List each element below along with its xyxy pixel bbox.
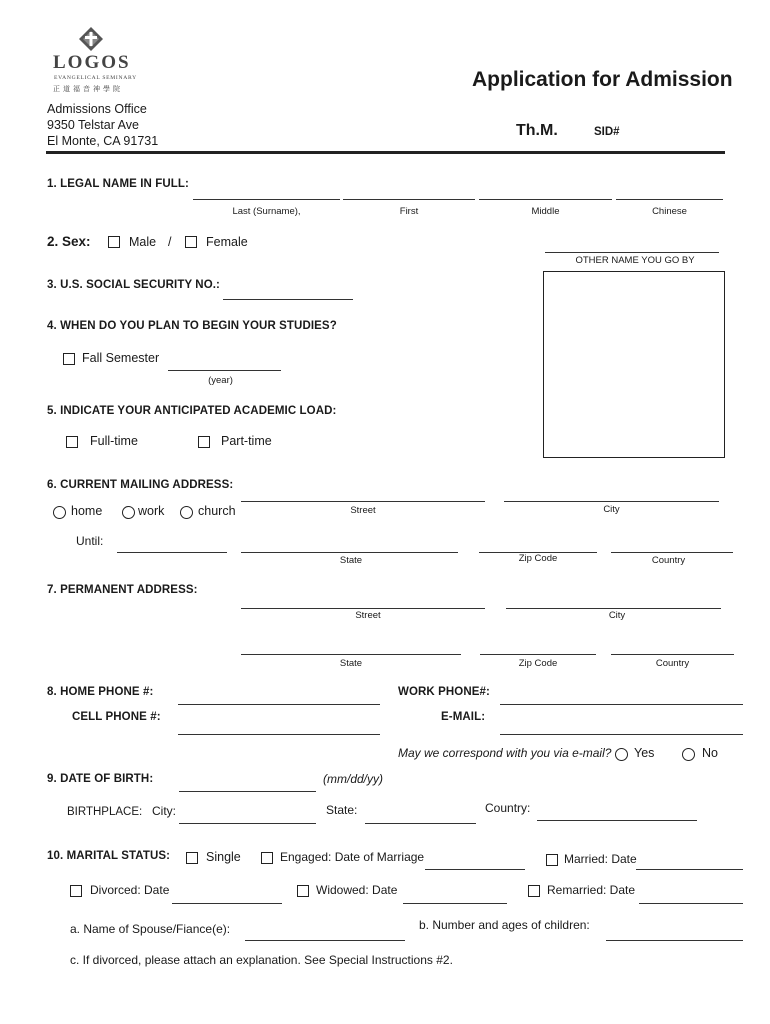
middle-name-field[interactable] bbox=[479, 199, 612, 200]
other-name-caption: OTHER NAME YOU GO BY bbox=[575, 255, 695, 266]
current-street-caption: Street bbox=[350, 505, 376, 516]
work-radio[interactable] bbox=[122, 506, 135, 519]
section-1-label: 1. LEGAL NAME IN FULL: bbox=[47, 178, 189, 190]
email-correspond-question: May we correspond with you via e-mail? bbox=[398, 746, 612, 760]
section-9-label: 9. DATE OF BIRTH: bbox=[47, 773, 154, 785]
permanent-country-caption: Country bbox=[655, 658, 690, 669]
church-label: church bbox=[198, 504, 236, 518]
permanent-zip-field[interactable] bbox=[480, 654, 596, 655]
address-line-3: El Monte, CA 91731 bbox=[47, 134, 159, 148]
current-city-caption: City bbox=[603, 504, 620, 515]
engaged-label: Engaged: Date of Marriage bbox=[280, 850, 425, 864]
address-line-1: Admissions Office bbox=[47, 102, 147, 116]
logo-chinese: 正道福音神學院 bbox=[53, 85, 123, 93]
permanent-zip-caption: Zip Code bbox=[518, 658, 558, 669]
cell-phone-field[interactable] bbox=[178, 734, 380, 735]
year-caption: (year) bbox=[208, 375, 233, 386]
current-state-field[interactable] bbox=[241, 552, 458, 553]
header-rule bbox=[46, 151, 725, 154]
engaged-checkbox[interactable] bbox=[261, 852, 273, 864]
current-zip-caption: Zip Code bbox=[518, 553, 558, 564]
church-radio[interactable] bbox=[180, 506, 193, 519]
marriage-date-field[interactable] bbox=[425, 869, 525, 870]
married-date-field[interactable] bbox=[636, 869, 743, 870]
permanent-country-field[interactable] bbox=[611, 654, 734, 655]
widowed-date-field[interactable] bbox=[403, 903, 507, 904]
first-name-field[interactable] bbox=[343, 199, 475, 200]
current-street-field[interactable] bbox=[241, 501, 485, 502]
widowed-checkbox[interactable] bbox=[297, 885, 309, 897]
middle-name-caption: Middle bbox=[531, 206, 560, 217]
section-10-label: 10. MARITAL STATUS: bbox=[47, 850, 171, 862]
male-checkbox[interactable] bbox=[108, 236, 120, 248]
full-time-label: Full-time bbox=[90, 434, 138, 448]
part-time-checkbox[interactable] bbox=[198, 436, 210, 448]
married-checkbox[interactable] bbox=[546, 854, 558, 866]
remarried-checkbox[interactable] bbox=[528, 885, 540, 897]
spouse-name-label: a. Name of Spouse/Fiance(e): bbox=[70, 922, 231, 936]
current-state-caption: State bbox=[339, 555, 363, 566]
address-line-2: 9350 Telstar Ave bbox=[47, 118, 139, 132]
permanent-street-caption: Street bbox=[355, 610, 381, 621]
permanent-state-caption: State bbox=[339, 658, 363, 669]
logo-name: LOGOS bbox=[53, 52, 131, 73]
last-name-field[interactable] bbox=[193, 199, 340, 200]
remarried-date-field[interactable] bbox=[639, 903, 743, 904]
start-year-field[interactable] bbox=[168, 370, 281, 371]
single-label: Single bbox=[206, 850, 241, 864]
email-yes-label: Yes bbox=[634, 746, 655, 760]
birth-country-label: Country: bbox=[485, 801, 531, 815]
sid-label: SID# bbox=[594, 126, 620, 138]
program-label: Th.M. bbox=[516, 122, 558, 139]
birth-date-field[interactable] bbox=[179, 791, 316, 792]
email-yes-radio[interactable] bbox=[615, 748, 628, 761]
chinese-name-caption: Chinese bbox=[652, 206, 687, 217]
home-radio[interactable] bbox=[53, 506, 66, 519]
logo-subtitle: EVANGELICAL SEMINARY bbox=[54, 75, 137, 81]
email-no-radio[interactable] bbox=[682, 748, 695, 761]
logo-mark-icon bbox=[78, 26, 104, 52]
remarried-label: Remarried: Date bbox=[547, 883, 636, 897]
married-label: Married: Date bbox=[564, 852, 637, 866]
part-time-label: Part-time bbox=[221, 434, 272, 448]
section-3-label: 3. U.S. SOCIAL SECURITY NO.: bbox=[47, 279, 220, 291]
divorce-note: c. If divorced, please attach an explanation. See Special Instructions #2. bbox=[70, 953, 453, 967]
sex-separator: / bbox=[168, 235, 172, 249]
email-field[interactable] bbox=[500, 734, 743, 735]
email-no-label: No bbox=[702, 746, 718, 760]
permanent-street-field[interactable] bbox=[241, 608, 485, 609]
section-2-label: 2. Sex: bbox=[47, 234, 91, 249]
divorced-date-field[interactable] bbox=[172, 903, 282, 904]
other-name-field[interactable] bbox=[545, 252, 719, 253]
birth-city-label: City: bbox=[152, 804, 176, 818]
work-phone-label: WORK PHONE#: bbox=[398, 686, 490, 698]
permanent-state-field[interactable] bbox=[241, 654, 461, 655]
date-format-hint: (mm/dd/yy) bbox=[323, 772, 383, 786]
home-phone-field[interactable] bbox=[178, 704, 380, 705]
section-7-label: 7. PERMANENT ADDRESS: bbox=[47, 584, 198, 596]
fall-semester-label: Fall Semester bbox=[82, 351, 160, 365]
fall-semester-checkbox[interactable] bbox=[63, 353, 75, 365]
until-label: Until: bbox=[76, 534, 104, 548]
widowed-label: Widowed: Date bbox=[316, 883, 398, 897]
until-field[interactable] bbox=[117, 552, 227, 553]
male-label: Male bbox=[129, 235, 157, 249]
spouse-name-field[interactable] bbox=[245, 940, 405, 941]
work-phone-field[interactable] bbox=[500, 704, 743, 705]
single-checkbox[interactable] bbox=[186, 852, 198, 864]
children-field[interactable] bbox=[606, 940, 743, 941]
section-4-label: 4. WHEN DO YOU PLAN TO BEGIN YOUR STUDIES? bbox=[47, 320, 337, 332]
divorced-label: Divorced: Date bbox=[90, 883, 170, 897]
female-label: Female bbox=[206, 235, 248, 249]
permanent-city-field[interactable] bbox=[506, 608, 721, 609]
birth-city-field[interactable] bbox=[179, 823, 316, 824]
permanent-city-caption: City bbox=[608, 610, 626, 621]
birth-state-label: State: bbox=[326, 803, 358, 817]
current-country-field[interactable] bbox=[611, 552, 733, 553]
birth-state-field[interactable] bbox=[365, 823, 476, 824]
email-label: E-MAIL: bbox=[441, 711, 486, 723]
cell-phone-label: CELL PHONE #: bbox=[72, 711, 161, 723]
birth-country-field[interactable] bbox=[537, 820, 697, 821]
ssn-field[interactable] bbox=[223, 299, 353, 300]
divorced-checkbox[interactable] bbox=[70, 885, 82, 897]
section-5-label: 5. INDICATE YOUR ANTICIPATED ACADEMIC LOAD: bbox=[47, 405, 337, 417]
full-time-checkbox[interactable] bbox=[66, 436, 78, 448]
section-6-label: 6. CURRENT MAILING ADDRESS: bbox=[47, 479, 234, 491]
page-title: Application for Admission bbox=[472, 68, 733, 91]
current-country-caption: Country bbox=[651, 555, 686, 566]
first-name-caption: First bbox=[399, 206, 419, 217]
birthplace-label: BIRTHPLACE: bbox=[67, 806, 143, 818]
female-checkbox[interactable] bbox=[185, 236, 197, 248]
home-label: home bbox=[71, 504, 103, 518]
current-city-field[interactable] bbox=[504, 501, 719, 502]
chinese-name-field[interactable] bbox=[616, 199, 723, 200]
last-name-caption: Last (Surname), bbox=[232, 206, 301, 217]
children-label: b. Number and ages of children: bbox=[419, 918, 590, 932]
home-phone-label: 8. HOME PHONE #: bbox=[47, 686, 154, 698]
photo-box bbox=[543, 271, 725, 458]
work-label: work bbox=[138, 504, 165, 518]
